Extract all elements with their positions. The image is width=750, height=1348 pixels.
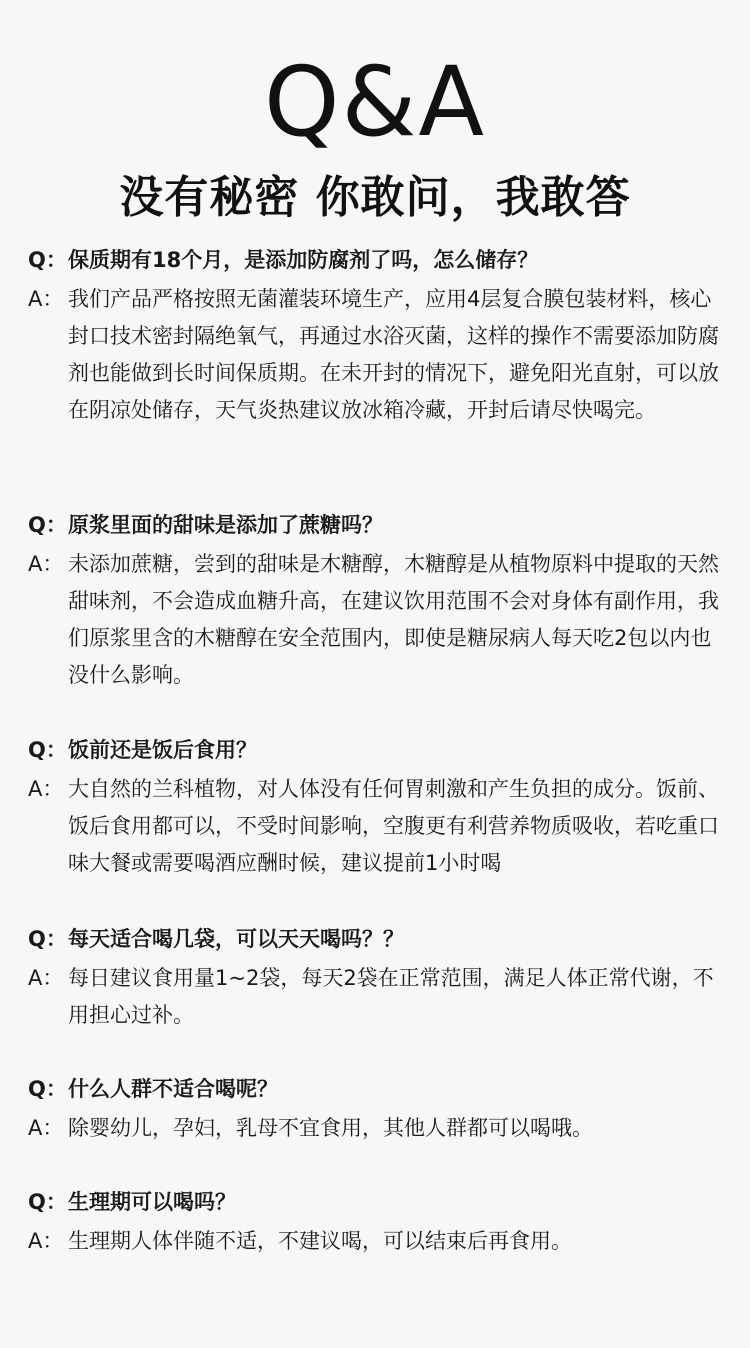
answer-row (28, 546, 728, 694)
question-text: 保质期有18个月，是添加防腐剂了吗，怎么储存？ (68, 248, 539, 272)
answer-row (28, 281, 728, 429)
answer-text: 大自然的兰科植物，对人体没有任何胃刺激和产生负担的成分。饭前、饭后食用都可以，不受时间影响，空腹更有利营养物质吸收，若吃重口味大餐或需要喝酒应酬时候，建议提前1小时喝 (68, 777, 719, 875)
page-subtitle: 没有秘密 你敢问，我敢答 (119, 172, 631, 223)
answer-text: 未添加蔗糖，尝到的甜味是木糖醇，木糖醇是从植物原料中提取的天然甜味剂，不会造成血糖升高，在建议饮用范围不会对身体有副作用，我们原浆里含的木糖醇在安全范围内，即使是糖尿病人每天吃2包以内也没什么影响。 (68, 552, 719, 687)
question-prefix: Q： (28, 738, 67, 762)
qa-item (28, 730, 728, 882)
question-row (28, 919, 728, 959)
answer-text: 每日建议食用量1~2袋，每天2袋在正常范围，满足人体正常代谢，不用担心过补。 (68, 966, 714, 1027)
answer-text: 生理期人体伴随不适，不建议喝，可以结束后再食用。 (68, 1229, 572, 1253)
question-row (28, 505, 728, 545)
answer-prefix: A： (28, 1116, 64, 1140)
question-row (28, 730, 728, 770)
answer-prefix: A： (28, 1229, 64, 1253)
question-text: 饭前还是饭后食用？ (68, 738, 257, 762)
answer-row (28, 771, 728, 882)
answer-text: 除婴幼儿，孕妇，乳母不宜食用，其他人群都可以喝哦。 (68, 1116, 593, 1140)
question-prefix: Q： (28, 1190, 67, 1214)
page-title: Q&A (263, 46, 487, 158)
answer-prefix: A： (28, 966, 64, 990)
answer-row (28, 1223, 728, 1260)
answer-row (28, 960, 728, 1034)
qa-item (28, 1069, 728, 1147)
qa-item (28, 505, 728, 694)
qa-item (28, 919, 728, 1034)
qa-item (28, 240, 728, 429)
question-prefix: Q： (28, 927, 67, 951)
question-prefix: Q： (28, 513, 67, 537)
question-text: 生理期可以喝吗？ (68, 1190, 236, 1214)
question-row (28, 1182, 728, 1222)
question-text: 什么人群不适合喝呢？ (68, 1077, 278, 1101)
question-text: 每天适合喝几袋，可以天天喝吗？？ (68, 927, 404, 951)
question-row (28, 1069, 728, 1109)
qa-item (28, 1182, 728, 1260)
question-prefix: Q： (28, 1077, 67, 1101)
answer-row (28, 1110, 728, 1147)
answer-prefix: A： (28, 287, 64, 311)
question-prefix: Q： (28, 248, 67, 272)
question-row (28, 240, 728, 280)
answer-text: 我们产品严格按照无菌灌装环境生产，应用4层复合膜包装材料，核心封口技术密封隔绝氧气，再通过水浴灭菌，这样的操作不需要添加防腐剂也能做到长时间保质期。在未开封的情况下，避免阳光直射，可以放在阴凉处储存，天气炎热建议放冰箱冷藏，开封后请尽快喝完。 (68, 287, 719, 422)
answer-prefix: A： (28, 552, 64, 576)
answer-prefix: A： (28, 777, 64, 801)
question-text: 原浆里面的甜味是添加了蔗糖吗？ (68, 513, 383, 537)
